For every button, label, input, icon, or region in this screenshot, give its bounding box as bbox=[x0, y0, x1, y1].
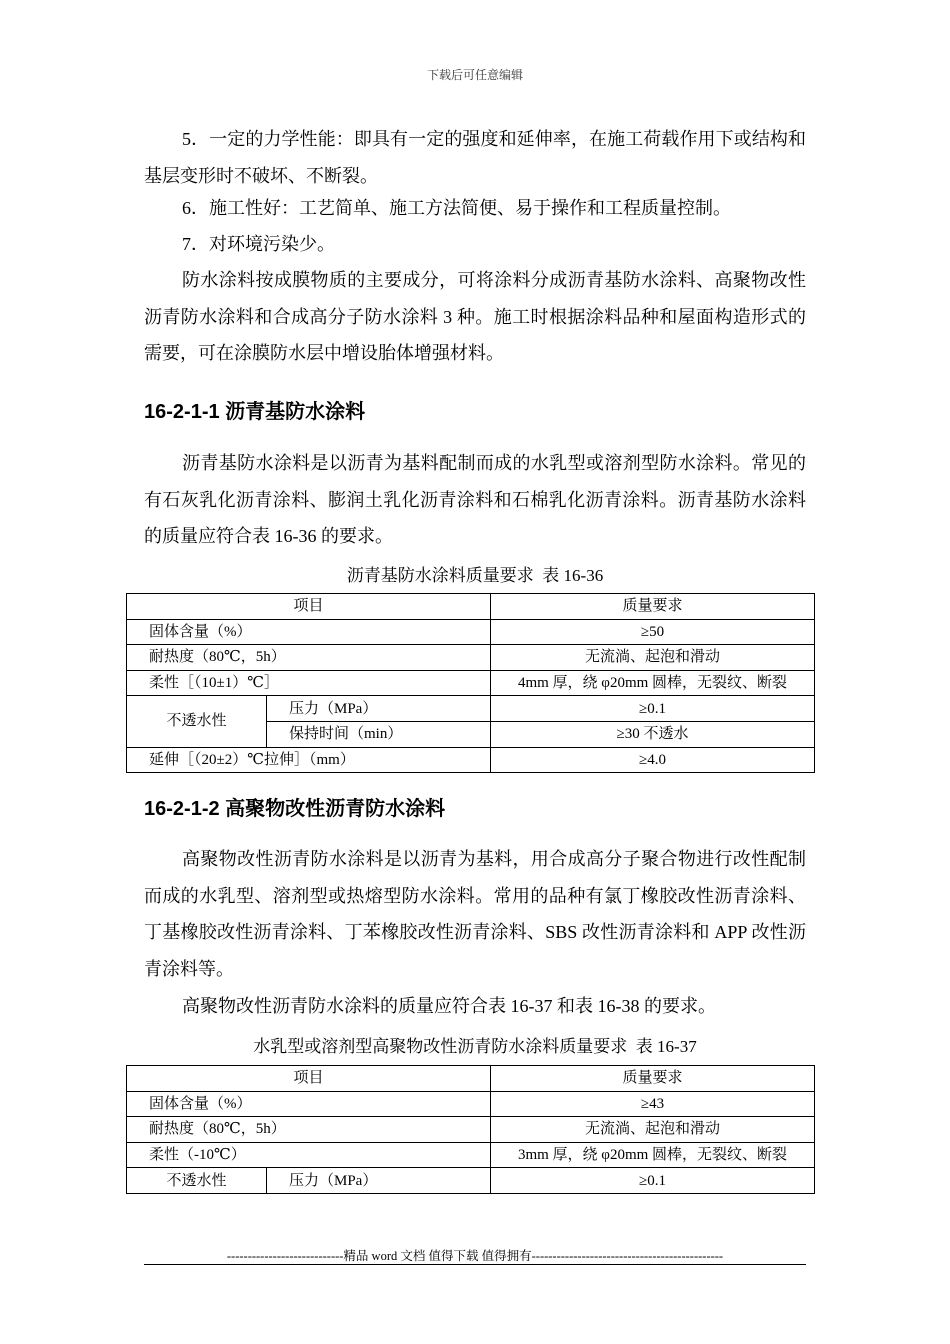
cell-item: 耐热度（80℃，5h） bbox=[127, 645, 491, 671]
paragraph-coating-classification: 防水涂料按成膜物质的主要成分，可将涂料分成沥青基防水涂料、高聚物改性沥青防水涂料和合成高分子防水涂料 3 种。施工时根据涂料品种和屋面构造形式的需要，可在涂膜防水层中增设胎体增强材料。 bbox=[144, 270, 806, 363]
cell-requirement: ≥30 不透水 bbox=[491, 721, 815, 747]
table-row bbox=[127, 645, 815, 671]
cell-requirement: ≥0.1 bbox=[491, 696, 815, 722]
header-item: 项目 bbox=[127, 594, 491, 620]
cell-requirement: ≥4.0 bbox=[491, 747, 815, 773]
cell-requirement: ≥0.1 bbox=[491, 1168, 815, 1194]
table-header-row bbox=[127, 594, 815, 620]
page-footer: ----------------------------精品 word 文档 值得下载 值得拥有---------------------------------------------- bbox=[226, 1249, 724, 1263]
cell-requirement: ≥43 bbox=[491, 1091, 815, 1117]
table-row bbox=[127, 1142, 815, 1168]
cell-item: 固体含量（%） bbox=[127, 619, 491, 645]
paragraph-table-reference: 高聚物改性沥青防水涂料的质量应符合表 16-37 和表 16-38 的要求。 bbox=[182, 996, 716, 1016]
section-heading-16-2-1-2: 16-2-1-2 高聚物改性沥青防水涂料 bbox=[144, 798, 446, 820]
cell-item: 柔性（-10℃） bbox=[127, 1142, 491, 1168]
cell-requirement: 无流淌、起泡和滑动 bbox=[491, 645, 815, 671]
paragraph-item-5: 5．一定的力学性能：即具有一定的强度和延伸率，在施工荷载作用下或结构和基层变形时不破坏、不断裂。 bbox=[144, 129, 806, 186]
paragraph-item-6: 6．施工性好：工艺简单、施工方法简便、易于操作和工程质量控制。 bbox=[182, 198, 731, 218]
cell-item: 固体含量（%） bbox=[127, 1091, 491, 1117]
cell-subitem: 压力（MPa） bbox=[267, 696, 491, 722]
table-number: 表 16-36 bbox=[542, 566, 604, 585]
table-row bbox=[127, 1117, 815, 1143]
table-caption-16-36 bbox=[0, 561, 950, 586]
section-heading-16-2-1-1: 16-2-1-1 沥青基防水涂料 bbox=[144, 401, 366, 423]
cell-requirement: 3mm 厚，绕 φ20mm 圆棒，无裂纹、断裂 bbox=[491, 1142, 815, 1168]
cell-requirement: 无流淌、起泡和滑动 bbox=[491, 1117, 815, 1143]
cell-subitem: 保持时间（min） bbox=[267, 721, 491, 747]
cell-item: 耐热度（80℃，5h） bbox=[127, 1117, 491, 1143]
paragraph-item-7: 7．对环境污染少。 bbox=[182, 234, 335, 254]
table-row bbox=[127, 1091, 815, 1117]
header-requirement: 质量要求 bbox=[491, 1066, 815, 1092]
table-row bbox=[127, 619, 815, 645]
table-caption-title: 水乳型或溶剂型高聚物改性沥青防水涂料质量要求 bbox=[253, 1037, 628, 1056]
header-requirement: 质量要求 bbox=[491, 594, 815, 620]
table-row bbox=[127, 670, 815, 696]
table-row bbox=[127, 747, 815, 773]
cell-group: 不透水性 bbox=[127, 1168, 267, 1194]
page-header: 下载后可任意编辑 bbox=[426, 68, 523, 82]
table-caption-16-37 bbox=[0, 1032, 950, 1057]
header-item: 项目 bbox=[127, 1066, 491, 1092]
table-row bbox=[127, 1168, 815, 1194]
table-16-37 bbox=[126, 1065, 815, 1194]
footer-divider bbox=[144, 1264, 806, 1265]
table-header-row bbox=[127, 1066, 815, 1092]
paragraph-polymer-modified-coating: 高聚物改性沥青防水涂料是以沥青为基料，用合成高分子聚合物进行改性配制而成的水乳型、溶剂型或热熔型防水涂料。常用的品种有氯丁橡胶改性沥青涂料、丁基橡胶改性沥青涂料、丁苯橡胶改性沥青涂料、SBS 改性沥青涂料和 APP 改性沥青涂料等。 bbox=[144, 849, 806, 979]
table-16-36 bbox=[126, 593, 815, 773]
paragraph-asphalt-coating: 沥青基防水涂料是以沥青为基料配制而成的水乳型或溶剂型防水涂料。常见的有石灰乳化沥青涂料、膨润土乳化沥青涂料和石棉乳化沥青涂料。沥青基防水涂料的质量应符合表 16-36 的要求。 bbox=[144, 453, 806, 546]
cell-subitem: 压力（MPa） bbox=[267, 1168, 491, 1194]
table-number: 表 16-37 bbox=[635, 1037, 697, 1056]
table-caption-title: 沥青基防水涂料质量要求 bbox=[346, 566, 534, 585]
cell-item: 柔性［（10±1）℃］ bbox=[127, 670, 491, 696]
table-row bbox=[127, 696, 815, 722]
cell-item: 延伸［（20±2）℃拉伸］（mm） bbox=[127, 747, 491, 773]
cell-requirement: 4mm 厚，绕 φ20mm 圆棒，无裂纹、断裂 bbox=[491, 670, 815, 696]
cell-group: 不透水性 bbox=[127, 696, 267, 747]
cell-requirement: ≥50 bbox=[491, 619, 815, 645]
